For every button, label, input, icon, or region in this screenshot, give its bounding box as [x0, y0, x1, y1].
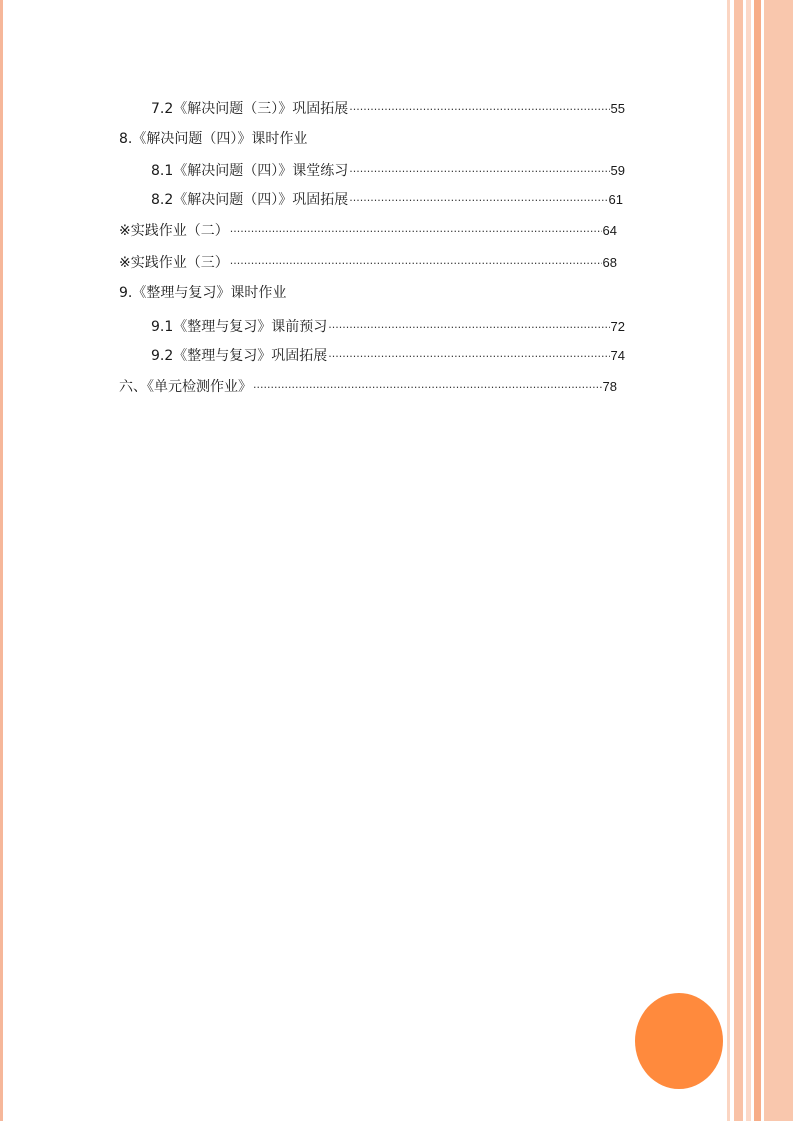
toc-leader-dots — [349, 190, 607, 212]
toc-page-number: 68 — [602, 255, 617, 270]
toc-section-heading[interactable] — [119, 282, 286, 304]
toc-entry[interactable] — [119, 220, 617, 242]
decorative-circle — [635, 993, 723, 1089]
toc-page-number: 72 — [610, 319, 625, 334]
toc-leader-dots — [349, 99, 609, 121]
decorative-stripe — [764, 0, 793, 1121]
toc-entry-label: ※实践作业（二） — [119, 223, 229, 239]
decorative-stripe — [734, 0, 743, 1121]
toc-page-number: 78 — [602, 379, 617, 394]
toc-entry[interactable] — [151, 316, 625, 338]
decorative-stripe — [746, 0, 751, 1121]
toc-page-number: 55 — [610, 101, 625, 116]
toc-entry[interactable] — [119, 376, 617, 398]
toc-entry-label: ※实践作业（三） — [119, 255, 229, 271]
toc-entry[interactable] — [119, 252, 617, 274]
toc-leader-dots — [349, 161, 609, 183]
toc-entry[interactable] — [151, 160, 625, 182]
toc-entry[interactable] — [151, 189, 623, 211]
toc-leader-dots — [328, 317, 609, 339]
toc-entry-label: 9.《整理与复习》课时作业 — [119, 285, 287, 301]
toc-entry-label: 7.2《解决问题（三）》巩固拓展 — [151, 101, 349, 117]
toc-page-number: 59 — [610, 163, 625, 178]
toc-entry-label: 9.1《整理与复习》课前预习 — [151, 319, 328, 335]
toc-section-heading[interactable] — [119, 128, 307, 150]
toc-entry[interactable] — [151, 345, 625, 367]
toc-leader-dots — [230, 221, 602, 243]
toc-entry-label: 8.1《解决问题（四）》课堂练习 — [151, 163, 349, 179]
decorative-stripe — [727, 0, 730, 1121]
toc-entry-label: 六、《单元检测作业》 — [119, 379, 252, 395]
toc-page-number: 61 — [608, 192, 623, 207]
toc-entry-label: 9.2《整理与复习》巩固拓展 — [151, 348, 328, 364]
toc-entry[interactable] — [151, 98, 625, 120]
page-left-border — [0, 0, 3, 1121]
toc-leader-dots — [253, 377, 602, 399]
toc-page-number: 74 — [610, 348, 625, 363]
toc-leader-dots — [230, 253, 602, 275]
toc-entry-label: 8.《解决问题（四）》课时作业 — [119, 131, 308, 147]
toc-entry-label: 8.2《解决问题（四）》巩固拓展 — [151, 192, 349, 208]
toc-leader-dots — [328, 346, 609, 368]
toc-page-number: 64 — [602, 223, 617, 238]
decorative-stripe — [754, 0, 761, 1121]
